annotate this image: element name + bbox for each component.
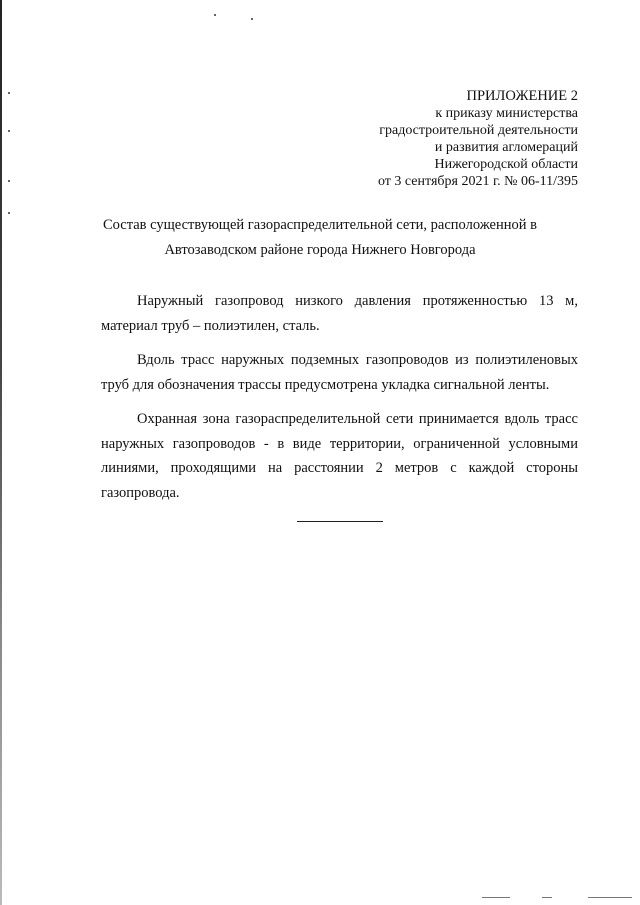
appendix-header-line: от 3 сентября 2021 г. № 06-11/395: [377, 174, 578, 189]
document-title-line-1: Состав существующей газораспределительной сети, расположенной в: [103, 217, 537, 233]
document-title: [60, 213, 580, 263]
document-title-line-2: Автозаводском районе города Нижнего Новгорода: [164, 242, 476, 258]
appendix-header-line: Нижегородской области: [434, 157, 578, 172]
scan-speck: [8, 130, 10, 132]
scan-speck: [8, 92, 10, 94]
appendix-header-line: к приказу министерства: [435, 106, 578, 121]
appendix-header-line: градостроительной деятельности: [379, 123, 578, 138]
scan-speck: [8, 212, 10, 214]
body-paragraph: Охранная зона газораспределительной сети принимается вдоль трасс наружных газопроводов - в виде территории, ограниченной условными линиями, проходящими на расстоянии 2 метров с каждой стороны газопровода.: [101, 411, 578, 501]
document-body: [101, 289, 578, 505]
appendix-header: [318, 88, 578, 190]
body-paragraph: Вдоль трасс наружных подземных газопроводов из полиэтиленовых труб для обозначения трассы предусмотрена укладка сигнальной ленты.: [101, 352, 578, 393]
appendix-header-line: и развития агломераций: [434, 140, 578, 155]
scan-footer-marks: [482, 897, 632, 901]
scan-left-edge: [0, 0, 2, 905]
appendix-title: ПРИЛОЖЕНИЕ 2: [466, 88, 578, 104]
scan-speck: [214, 14, 216, 16]
end-separator-line: [297, 521, 383, 522]
body-paragraph: Наружный газопровод низкого давления протяженностью 13 м, материал труб – полиэтилен, сталь.: [101, 293, 578, 334]
scan-speck: [8, 180, 10, 182]
scan-speck: [251, 18, 253, 20]
